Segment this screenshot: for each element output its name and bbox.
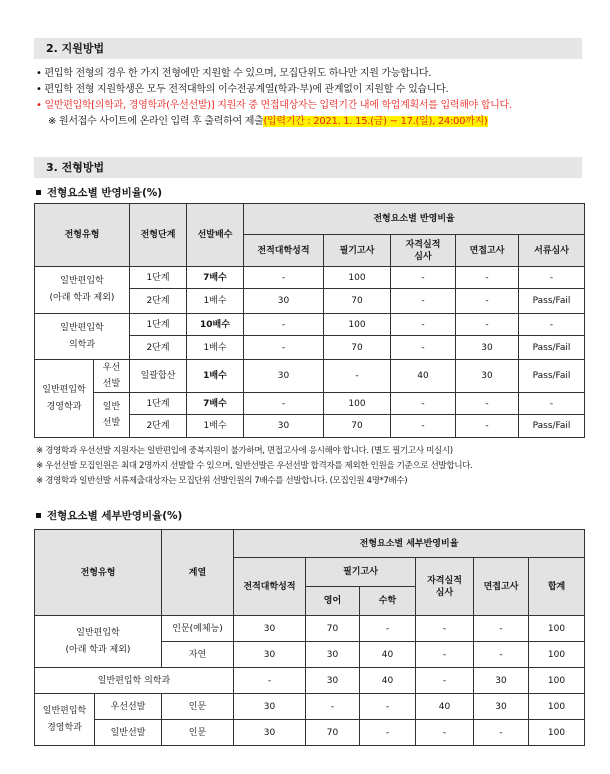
table-row: 2단계 1배수 30 70 - - Pass/Fail [35,289,585,314]
table-row: 일반편입학 의학과 1단계 10배수 - 100 - - - [35,314,585,336]
note-item: ※ 경영학과 우선선발 지원자는 일반편입에 중복지원이 불가하며, 면접고사에 응시해야 합니다. (별도 필기고사 미실시) [36,446,453,456]
bullet-item: • 편입학 전형의 경우 한 가지 전형에만 지원할 수 있으며, 모집단위도 하나만 지원 가능합니다. [36,68,432,79]
header-stage: 전형단계 [130,204,187,267]
type-business: 일반편입학 경영학과 [35,360,94,438]
type-business: 일반편입학 경영학과 [35,694,95,746]
table-2-title: 전형요소별 세부반영비율(%) [36,508,182,523]
section-2-bullets [36,66,596,130]
square-bullet-icon [36,513,41,518]
sub-general: 일반선발 [95,720,162,746]
square-bullet-icon [36,190,41,195]
header-field: 계열 [162,530,234,616]
bullet-item: • 편입학 전형 지원학생은 모두 전적대학의 이수전공계열(학과·부)에 관계없이 지원할 수 있습니다. [36,84,449,95]
header-total: 합계 [529,558,585,616]
input-period-highlight: (입력기간 : 2021. 1. 15.(금) ~ 17.(일), 24:00까지) [263,116,488,127]
header-type: 전형유형 [35,530,162,616]
type-medical: 일반편입학 의학과 [35,314,130,360]
header-col: 전적대학성적 [244,235,324,267]
table-row: 일반선발 인문 30 70 - - - 100 [35,720,585,746]
table-row: 일반편입학 경영학과 우선 선발 일괄합산 1배수 30 - 40 30 Pass/Fail [35,360,585,393]
table-row: 2단계 1배수 30 70 - - Pass/Fail [35,415,585,438]
note-item: ※ 우선선발 모집인원은 최대 2명까지 선발할 수 있으며, 일반선발은 우선선발 합격자를 제외한 인원을 기준으로 선발합니다. [36,461,473,471]
table-row: 일반편입학 경영학과 우선선발 인문 30 - - 40 30 100 [35,694,585,720]
table-row: 일반편입학 (아래 학과 제외) 인문(예체능) 30 70 - - - 100 [35,616,585,642]
table-row: 자연 30 30 40 - - 100 [35,642,585,668]
header-col: 면접고사 [456,235,519,267]
section-2-title: 2. 지원방법 [46,42,105,55]
header-col: 서류심사 [519,235,585,267]
table-row: 일반 선발 1단계 7배수 - 100 - - - [35,393,585,415]
section-2-header [34,38,582,59]
header-col: 필기고사 [324,235,391,267]
section-3-title: 3. 전형방법 [46,161,105,174]
header-multiple: 선발배수 [187,204,244,267]
header-interview: 면접고사 [474,558,529,616]
section-3-header [34,157,582,178]
header-math: 수학 [360,587,416,616]
table-1-notes [36,444,606,489]
type-medical: 일반편입학 의학과 [35,668,234,694]
type-general: 일반편입학 (아래 학과 제외) [35,616,162,668]
header-group: 전형요소별 세부반영비율 [234,530,585,558]
header-written: 필기고사 [306,558,416,587]
header-gpa: 전적대학성적 [234,558,306,616]
type-general: 일반편입학 (아래 학과 제외) [35,267,130,314]
header-cert: 자격실적 심사 [416,558,474,616]
table-row: 일반편입학 의학과 - 30 40 - 30 100 [35,668,585,694]
header-group: 전형요소별 반영비율 [244,204,585,235]
submission-note: ※ 원서접수 사이트에 온라인 입력 후 출력하여 제출(입력기간 : 2021. 1. 15.(금) ~ 17.(일), 24:00까지) [48,116,488,127]
table-row: 2단계 1배수 - 70 - 30 Pass/Fail [35,336,585,360]
table-1-title: 전형요소별 반영비율(%) [36,185,162,200]
header-english: 영어 [306,587,360,616]
header-type: 전형유형 [35,204,130,267]
sub-general: 일반 선발 [94,393,130,438]
selection-ratio-table [34,203,585,438]
table-row: 일반편입학 (아래 학과 제외) 1단계 7배수 - 100 - - - [35,267,585,289]
sub-priority: 우선 선발 [94,360,130,393]
bullet-item-important: • 일반편입학[의학과, 경영학과(우선선발)] 지원자 중 면접대상자는 입력기간 내에 학업계획서를 입력해야 합니다. [36,100,512,111]
detailed-ratio-table [34,529,585,746]
sub-priority: 우선선발 [95,694,162,720]
header-col: 자격실적 심사 [391,235,456,267]
note-item: ※ 경영학과 일반선발 서류제출대상자는 모집단위 선발인원의 7배수를 선발합니다. (모집인원 4명*7배수) [36,476,408,486]
